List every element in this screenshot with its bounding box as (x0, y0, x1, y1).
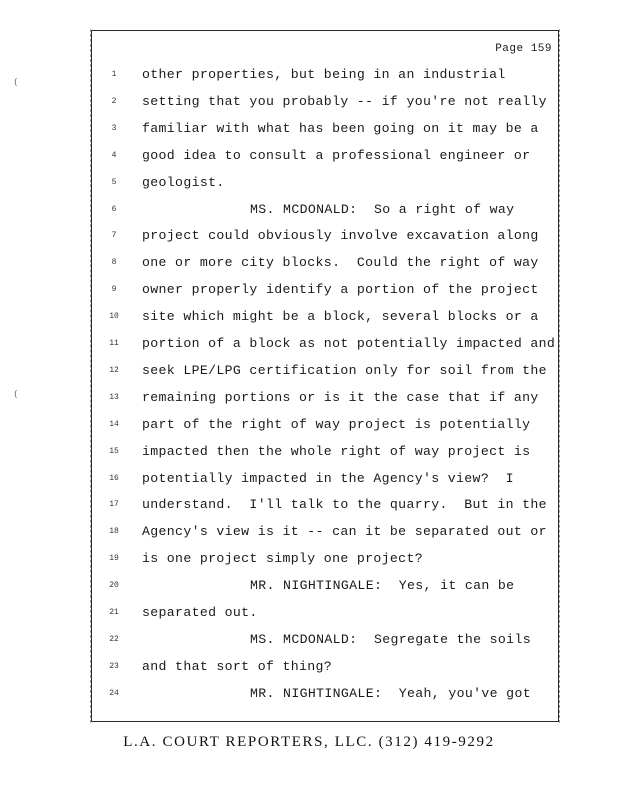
margin-mark: ( (14, 78, 18, 88)
line-number: 22 (109, 634, 119, 644)
line-number: 3 (111, 123, 117, 133)
transcript-line (92, 363, 558, 383)
transcript-line (92, 551, 558, 571)
line-number: 10 (109, 312, 119, 322)
line-number: 20 (109, 581, 119, 591)
line-text: understand. I'll talk to the quarry. But in the (142, 497, 547, 513)
line-text: MS. MCDONALD: Segregate the soils (250, 631, 531, 647)
transcript-line (92, 444, 558, 464)
line-text: good idea to consult a professional engineer or (142, 147, 531, 163)
line-text: one or more city blocks. Could the right of way (142, 255, 539, 271)
transcript-page (91, 30, 559, 722)
line-number: 7 (111, 231, 117, 241)
line-number: 18 (109, 527, 119, 537)
line-text: Agency's view is it -- can it be separated out or (142, 524, 547, 540)
line-text: part of the right of way project is potentially (142, 416, 531, 432)
line-text: owner properly identify a portion of the project (142, 282, 539, 298)
line-text: site which might be a block, several blocks or a (142, 309, 539, 325)
line-number: 8 (111, 258, 117, 268)
transcript-line (92, 605, 558, 625)
line-text: portion of a block as not potentially impacted and (142, 336, 556, 351)
transcript-line (92, 228, 558, 248)
transcript-line (92, 336, 558, 356)
transcript-line (92, 175, 558, 195)
line-text: MR. NIGHTINGALE: Yes, it can be (250, 578, 515, 594)
line-text: remaining portions or is it the case that if any (142, 389, 539, 405)
line-number: 12 (109, 365, 119, 375)
transcript-line (92, 309, 558, 329)
transcript-line (92, 94, 558, 114)
line-text: seek LPE/LPG certification only for soil from the (142, 362, 547, 378)
line-number: 23 (109, 661, 119, 671)
line-number: 21 (109, 608, 119, 617)
line-text: MR. NIGHTINGALE: Yeah, you've got (250, 685, 531, 701)
transcript-line (92, 578, 558, 598)
line-number: 1 (111, 70, 117, 79)
transcript-line (92, 67, 558, 87)
line-text: separated out. (142, 605, 258, 620)
line-number: 17 (109, 500, 119, 510)
line-number: 15 (109, 446, 119, 456)
line-number: 9 (111, 285, 117, 295)
line-text: geologist. (142, 174, 225, 190)
line-number: 11 (109, 339, 119, 348)
line-number: 14 (109, 419, 119, 429)
line-text: is one project simply one project? (142, 551, 423, 567)
line-text: setting that you probably -- if you're not really (142, 93, 547, 109)
margin-mark: ( (14, 390, 18, 400)
transcript-line (92, 659, 558, 679)
transcript-line (92, 417, 558, 437)
reporter-footer: L.A. COURT REPORTERS, LLC. (312) 419-9292 (123, 734, 495, 750)
line-number: 24 (109, 688, 119, 698)
line-number: 16 (109, 473, 119, 483)
line-text: MS. MCDONALD: So a right of way (250, 201, 515, 217)
line-text: project could obviously involve excavation along (142, 228, 539, 244)
page-number: Page 159 (495, 43, 552, 55)
line-number: 5 (111, 177, 117, 187)
line-text: potentially impacted in the Agency's view? I (142, 470, 514, 486)
line-text: and that sort of thing? (142, 658, 333, 674)
line-text: impacted then the whole right of way project is (142, 443, 531, 459)
line-number: 4 (111, 150, 117, 160)
transcript-line (92, 390, 558, 410)
transcript-line (92, 282, 558, 302)
transcript-line (92, 148, 558, 168)
line-number: 2 (111, 96, 117, 106)
transcript-line (92, 686, 558, 706)
transcript-line (92, 255, 558, 275)
transcript-line (92, 202, 558, 222)
transcript-line (92, 632, 558, 652)
line-text: other properties, but being in an industrial (142, 67, 506, 82)
transcript-line (92, 524, 558, 544)
transcript-line (92, 121, 558, 141)
line-number: 6 (111, 204, 117, 214)
line-text: familiar with what has been going on it may be a (142, 120, 539, 136)
line-number: 13 (109, 392, 119, 402)
transcript-line (92, 497, 558, 517)
transcript-line (92, 471, 558, 491)
line-number: 19 (109, 554, 119, 564)
